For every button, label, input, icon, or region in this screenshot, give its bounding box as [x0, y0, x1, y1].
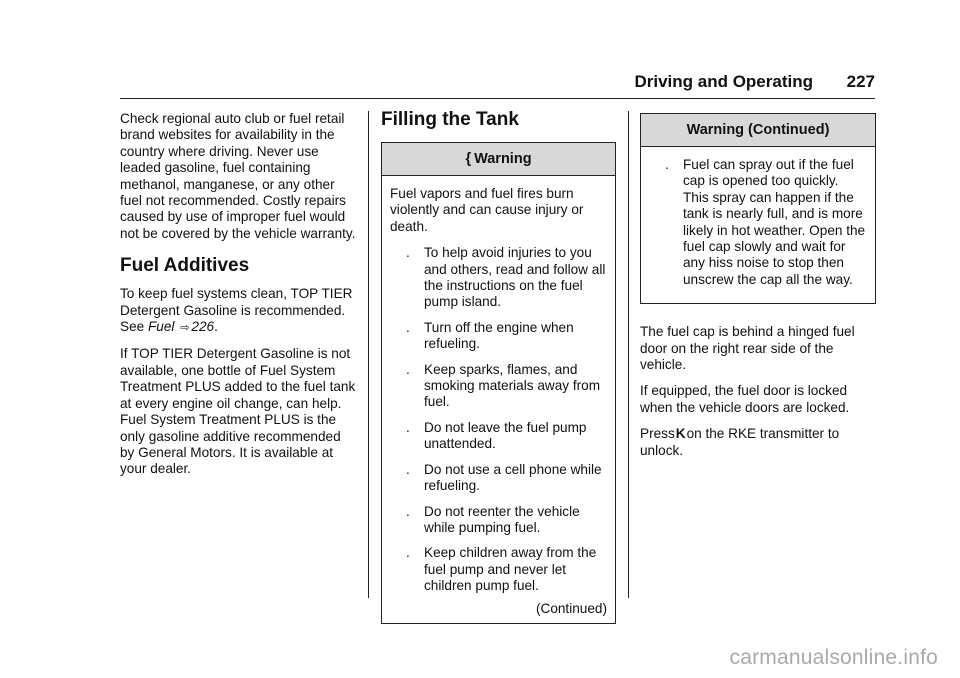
page-reference[interactable]: 226: [191, 319, 215, 335]
list-item: [390, 504, 607, 537]
list-item: [390, 362, 607, 411]
page-header: [120, 72, 875, 98]
list-item-text: Keep sparks, flames, and smoking materials away from fuel.: [424, 361, 601, 410]
warning-body: [382, 176, 615, 623]
bullet-icon: .: [406, 503, 410, 519]
bullet-icon: .: [406, 461, 410, 477]
column-divider-2: [628, 111, 629, 598]
fuel-link[interactable]: Fuel: [147, 319, 175, 335]
list-item: [390, 545, 607, 594]
warning-continued-list: [649, 157, 867, 288]
warning-list: [390, 245, 607, 594]
list-item: [390, 320, 607, 353]
fuel-door-locked-paragraph: If equipped, the fuel door is locked when the vehicle doors are locked.: [640, 383, 850, 415]
filling-tank-heading: Filling the Tank: [381, 109, 519, 130]
column-right: [640, 113, 876, 469]
bullet-icon: .: [406, 545, 410, 561]
list-item: [390, 420, 607, 453]
warning-box: [381, 142, 616, 624]
bullet-icon: .: [406, 245, 410, 261]
watermark: carmanualsonline.info: [729, 646, 938, 669]
paragraph-text: Press: [640, 426, 675, 442]
rke-unlock-key-icon: K: [675, 426, 686, 442]
section-title: Driving and Operating: [634, 72, 813, 91]
paragraph-text: on the RKE transmitter to unlock.: [640, 426, 840, 458]
list-item: [390, 245, 607, 311]
continued-label: (Continued): [535, 600, 607, 616]
bullet-icon: .: [665, 157, 669, 172]
list-item-text: Keep children away from the fuel pump and never let children pump fuel.: [424, 545, 597, 594]
list-item-text: Turn off the engine when refueling.: [424, 319, 574, 352]
warning-triangle-icon: {: [465, 151, 472, 167]
warning-title: Warning: [474, 151, 532, 167]
bullet-icon: .: [406, 361, 410, 377]
press-rke-paragraph: [640, 426, 876, 459]
list-item: [649, 157, 867, 288]
list-item-text: Do not reenter the vehicle while pumping fuel.: [424, 503, 580, 535]
page-reference-arrow-icon: ⇨: [180, 322, 190, 335]
fuel-additives-paragraph-1: [120, 286, 356, 336]
warning-continued-body: [641, 147, 875, 303]
column-left: [120, 111, 356, 488]
period: .: [214, 319, 218, 335]
warning-header: [382, 143, 615, 176]
fuel-cap-paragraph: The fuel cap is behind a hinged fuel door on the right rear side of the vehicle.: [640, 324, 855, 373]
fuel-additives-heading: Fuel Additives: [120, 255, 250, 277]
list-item-text: Fuel can spray out if the fuel cap is opened too quickly. This spray can happen if the tank is nearly full, and is more likely in hot weather. Open the fuel cap slowly and wait for any hiss noise to stop then unscrew the cap all the way.: [683, 157, 866, 287]
header-divider: [120, 98, 875, 99]
warning-continued-box: [640, 113, 876, 304]
bullet-icon: .: [406, 319, 410, 335]
intro-paragraph: Check regional auto club or fuel retail brand websites for availability in the country where driving. Never use leaded gasoline, fuel containing methanol, manganese, or any other fuel not recommended. Costly repairs caused by use of improper fuel would not be covered by the vehicle warranty.: [120, 111, 356, 241]
list-item: [390, 462, 607, 495]
column-divider-1: [368, 111, 369, 598]
column-middle: [381, 108, 616, 624]
bullet-icon: .: [406, 419, 410, 435]
list-item-text: Do not leave the fuel pump unattended.: [424, 419, 587, 452]
fuel-additives-paragraph-2: If TOP TIER Detergent Gasoline is not available, one bottle of Fuel System Treatment PLUS added to the fuel tank at every engine oil change, can help. Fuel System Treatment PLUS is the only gasoline additive recommended by General Motors. It is available at your dealer.: [120, 346, 356, 477]
list-item-text: Do not use a cell phone while refueling.: [424, 461, 602, 494]
paragraph-text: To keep fuel systems clean, TOP TIER Detergent Gasoline is recommended. See: [120, 286, 353, 335]
warning-continued-header: Warning (Continued): [641, 114, 875, 147]
warning-intro: Fuel vapors and fuel fires burn violently and can cause injury or death.: [390, 186, 584, 234]
list-item-text: To help avoid injuries to you and others, read and follow all the instructions on the fuel pump island.: [424, 245, 606, 310]
page-number: 227: [846, 72, 875, 91]
